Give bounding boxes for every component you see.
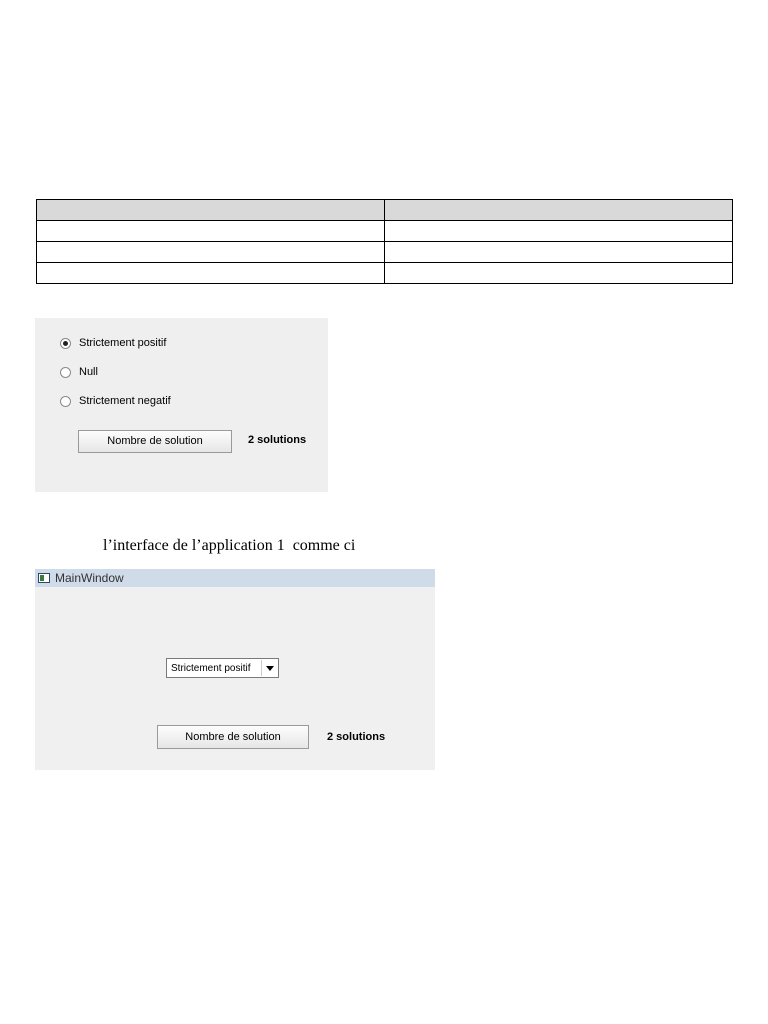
caption-text: l’interface de l’application 1 comme ci xyxy=(103,537,356,554)
window-title: MainWindow xyxy=(55,571,124,585)
radio-unchecked-icon[interactable] xyxy=(60,396,71,407)
table-cell xyxy=(37,263,385,284)
table-cell xyxy=(37,242,385,263)
table-row xyxy=(37,221,733,242)
table-row xyxy=(37,242,733,263)
table-cell xyxy=(385,263,733,284)
table-cell xyxy=(37,221,385,242)
radio-null[interactable] xyxy=(60,364,98,380)
radio-strictement-positif[interactable] xyxy=(60,335,166,351)
radio-checked-icon[interactable] xyxy=(60,338,71,349)
nombre-de-solution-button[interactable]: Nombre de solution xyxy=(157,725,309,749)
table-cell xyxy=(385,200,733,221)
table-row xyxy=(37,263,733,284)
main-window-screenshot xyxy=(35,569,435,770)
nombre-de-solution-button[interactable]: Nombre de solution xyxy=(78,430,232,453)
table-cell xyxy=(37,200,385,221)
combobox-value: Strictement positif xyxy=(171,662,251,674)
window-titlebar xyxy=(35,569,435,587)
window-app-icon xyxy=(38,573,50,583)
result-label: 2 solutions xyxy=(248,434,307,446)
sign-combobox[interactable] xyxy=(166,658,279,678)
table-header-row xyxy=(37,200,733,221)
radio-unchecked-icon[interactable] xyxy=(60,367,71,378)
result-label: 2 solutions xyxy=(327,731,386,743)
table-cell xyxy=(385,242,733,263)
radio-label: Strictement positif xyxy=(79,337,167,349)
radio-label: Strictement negatif xyxy=(79,395,171,407)
empty-table xyxy=(36,199,733,284)
radio-panel-screenshot xyxy=(35,318,328,492)
table-cell xyxy=(385,221,733,242)
radio-label: Null xyxy=(79,366,98,378)
radio-strictement-negatif[interactable] xyxy=(60,393,171,409)
chevron-down-icon[interactable] xyxy=(261,660,278,676)
